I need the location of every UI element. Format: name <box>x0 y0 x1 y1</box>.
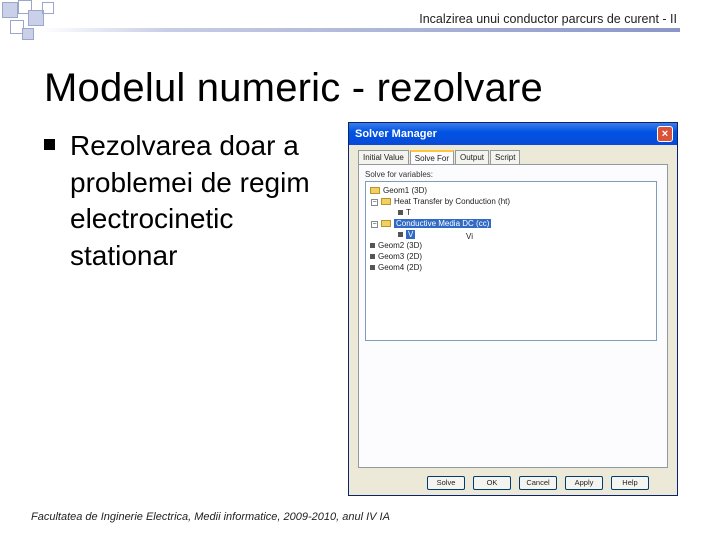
slide-title: Modelul numeric - rezolvare <box>44 66 543 110</box>
tab-output[interactable]: Output <box>455 150 489 165</box>
tab-initial-value[interactable]: Initial Value <box>358 150 409 165</box>
tree-item-geom3[interactable]: Geom3 (2D) <box>370 252 422 262</box>
bullet-text: Rezolvarea doar a problemei de regim electrocinetic stationar <box>70 130 310 271</box>
window-titlebar[interactable] <box>349 123 677 145</box>
tab-bar <box>358 150 521 164</box>
tab-solve-for[interactable]: Solve For <box>410 150 454 166</box>
bullet-marker <box>44 139 55 150</box>
variable-icon <box>398 232 403 237</box>
tree-item-conductive-media[interactable]: Conductive Media DC (cc) <box>381 219 491 229</box>
collapse-icon[interactable]: − <box>372 221 377 228</box>
header-divider <box>40 28 680 32</box>
variable-icon <box>398 210 403 215</box>
tree-item-variable-vi: Vi <box>466 232 473 241</box>
geometry-icon <box>370 243 375 248</box>
ok-button[interactable]: OK <box>473 476 511 490</box>
variables-tree[interactable] <box>365 181 657 341</box>
solve-for-panel <box>358 164 668 468</box>
apply-button[interactable]: Apply <box>565 476 603 490</box>
dialog-buttons <box>427 476 657 490</box>
tree-item-heat-transfer[interactable]: Heat Transfer by Conduction (ht) <box>381 197 510 207</box>
decor-square <box>22 28 34 40</box>
decor-square <box>42 2 54 14</box>
help-button[interactable]: Help <box>611 476 649 490</box>
footer-text: Facultatea de Inginerie Electrica, Medii informatice, 2009-2010, anul IV IA <box>31 511 390 523</box>
cancel-button[interactable]: Cancel <box>519 476 557 490</box>
tree-item-geom1[interactable]: Geom1 (3D) <box>370 186 427 196</box>
geometry-icon <box>370 254 375 259</box>
tab-script[interactable]: Script <box>490 150 520 165</box>
folder-icon <box>370 187 380 194</box>
tree-item-geom4[interactable]: Geom4 (2D) <box>370 263 422 273</box>
tree-item-variable-t[interactable]: T <box>398 208 411 218</box>
tree-item-variable-v[interactable]: V <box>398 230 415 240</box>
close-icon[interactable]: × <box>657 126 673 142</box>
solve-button[interactable]: Solve <box>427 476 465 490</box>
panel-label: Solve for variables: <box>365 170 434 179</box>
window-title: Solver Manager <box>355 128 437 140</box>
decorative-squares <box>0 0 60 44</box>
geometry-icon <box>370 265 375 270</box>
solver-manager-window <box>348 122 678 496</box>
tree-item-geom2[interactable]: Geom2 (3D) <box>370 241 422 251</box>
collapse-icon[interactable]: − <box>372 199 377 206</box>
header-title: Incalzirea unui conductor parcurs de curent - II <box>419 12 677 26</box>
decor-square <box>2 2 18 18</box>
folder-icon <box>381 198 391 205</box>
folder-icon <box>381 220 391 227</box>
